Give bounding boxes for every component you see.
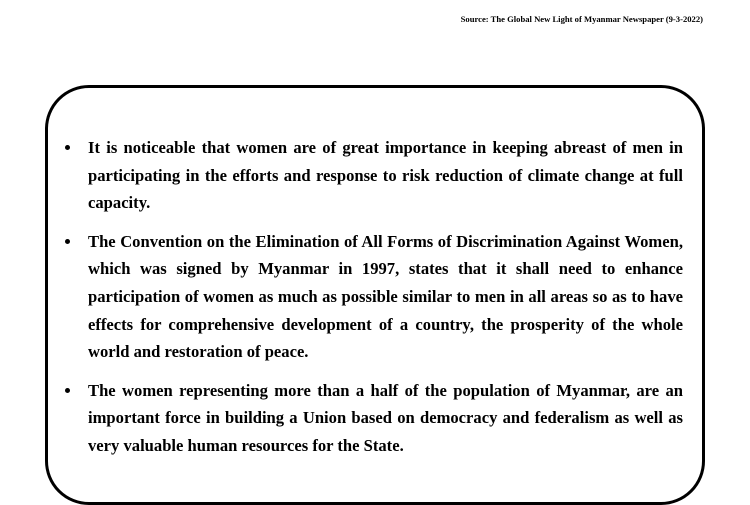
bullet-item xyxy=(65,377,683,460)
bullet-text: The Convention on the Elimination of All Forms of Discrimination Against Women, which was signed by Myanmar in 1997, states that it shall need to enhance participation of women as much as possible similar to men in all areas so as to have effects for comprehensive development of a country, the prosperity of the whole world and restoration of peace. xyxy=(88,231,683,362)
bullet-dot-icon xyxy=(65,239,70,244)
bullet-item xyxy=(65,134,683,217)
bullet-text: It is noticeable that women are of great importance in keeping abreast of men in participating in the efforts and response to risk reduction of climate change at full capacity. xyxy=(88,138,683,213)
bullet-list xyxy=(65,134,683,471)
bullet-item xyxy=(65,228,683,366)
source-citation: Source: The Global New Light of Myanmar Newspaper (9-3-2022) xyxy=(460,14,703,24)
bullet-text: The women representing more than a half of the population of Myanmar, are an important force in building a Union based on democracy and federalism as well as very valuable human resources for the State. xyxy=(88,380,683,455)
bullet-dot-icon xyxy=(65,388,70,393)
bullet-dot-icon xyxy=(65,145,70,150)
